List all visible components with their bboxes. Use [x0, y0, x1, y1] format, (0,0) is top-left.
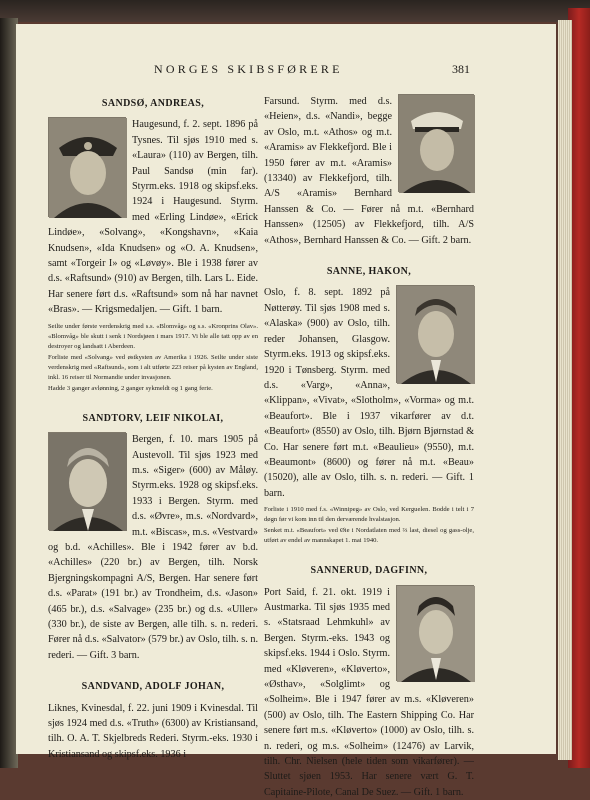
book-top-edge: [0, 0, 590, 22]
note-paragraph: Hadde 3 ganger avlønning, 2 ganger sykmeldt og 1 gang ferie.: [48, 384, 213, 392]
entry-sandtorv: [48, 432, 258, 663]
book-page: [16, 24, 556, 798]
entry-notes: [48, 322, 258, 394]
entry-body: Liknes, Kvinesdal, f. 22. juni 1909 i Kvinesdal. Til sjøs 1924 med d.s. «Truth» (6300) av Kristiansand, tilh. O. A. T. Skjelbreds Rederi. Styrm.-eks. 1930 i Kristiansand og skipsf.eks. 1936 i: [48, 702, 258, 760]
page-number: 381: [452, 62, 470, 76]
entry-body: Oslo, f. 8. sept. 1892 på Nøtterøy. Til sjøs 1908 med s. «Alaska» (900) av Oslo, tilh. reder Johansen, Glasgow. Styrm.eks. 1913 og skipsf.eks. 1920 i Tønsberg. Styrm. med d.s. «Varg», «Anna», «Klippan», «Vivat», «Slotholm», «Vorma» og m.t. «Beaufort». Ble i 1937 vikarfører av d.t. «Beaufort» (8550) av Oslo, tilh. Bjørn Bjørnstad & Co. Har senere ført m.t. «Beaulieu» (9550), m.t. «Beaumont» (8600) og fører nå m.t. «Beau» (15020), alle av Oslo, tilh. s. n. rederi. — Gift. 1 barn.: [264, 287, 474, 499]
entry-sandso: [48, 117, 258, 317]
right-column: [264, 94, 474, 800]
portrait-photo: [398, 94, 474, 192]
note-paragraph: Forliste i 1910 med f.s. «Winnipeg» av Oslo, ved Kerguelen. Bodde i telt i 7 døgn før vi kom inn til den derværende hvalstasjon.: [264, 506, 474, 524]
page-stack-edge: [558, 20, 572, 760]
page-header: [16, 62, 556, 80]
note-paragraph: Forliste med «Solvang» ved østkysten av Amerika i 1926. Seilte under siste verdenskrig med «Raftsund», som i alt utførte 223 reiser på kysten av England, inkl. 16 reiser til Normandie under invasjonen.: [48, 353, 258, 381]
entry-sandvand-continued: [264, 94, 474, 248]
entry-name: SANDSØ, ANDREAS,: [101, 98, 205, 109]
running-title: NORGES SKIBSFØRERE: [154, 62, 343, 76]
portrait-photo: [396, 585, 474, 681]
note-paragraph: Seilte under første verdenskrig med s.s. «Blomvåg» og s.s. «Kronprins Olav». «Blomvåg» ble skutt i senk i Nordsjøen i mars 1917. Vi ble alle tatt opp av en destroyer og landsatt i Aberdeen.: [48, 322, 258, 350]
note-paragraph: Senket m.t. «Beaufort» ved Øie i Nordatlaten med ⅔ last, diesel og gass-olje, utført av endel av mannskapet 1. mai 1940.: [264, 527, 474, 545]
entry-name: SANDVAND, ADOLF JOHAN,: [81, 681, 225, 693]
portrait-photo: [396, 285, 474, 383]
portrait-photo: [48, 432, 126, 530]
entry-sandvand: [48, 701, 258, 763]
portrait-photo: [48, 117, 126, 217]
entry-body: Farsund. Styrm. med d.s. «Heien», d.s. «Nandi», begge av Oslo, m.t. «Athos» og m.t. «Aramis» av Flekkefjord. Ble i 1950 fører av m.t. «Aramis» (13340) av Flekkefjord, tilh. A/S «Aramis» Bernhard Hanssen & Co. — Fører nå m.t. «Bernhard Hanssen» (12505) av Flekkefjord, tilh. A/S «Athos», Bernhard Hanssen & Co. — Gift. 2 barn.: [264, 96, 474, 246]
entry-sanne: [264, 285, 474, 501]
entry-body: Bergen, f. 10. mars 1905 på Austevoll. Til sjøs 1923 med m.s. «Siger» (600) av Måløy. Styrm.eks. 1928 og skipsf.eks. 1933 i Bergen. Styrm. med d.s. «Øvre», m.s. «Nordvard», m.t. «Biscas», m.s. «Vestvard» og b.d. «Achilles». Ble i 1942 fører av b.d. «Achilles» (220 br.) av Bergen, tilh. Norsk Bjergningskompagni A/S, Bergen. Har senere ført d.s. «Parat» (191 br.) av Trondheim, d.s. «Jason» (465 br.), d.s. «Salvage» (235 br.) og d.s. «Uller» (330 br.), de siste av Bergen, alle tilh. s. n. rederi. Fører nå d.s. «Salvator» (579 br.) av Oslo, tilh. s. n. rederi. — Gift. 3 barn.: [48, 434, 258, 661]
entry-name: SANNERUD, DAGFINN,: [310, 565, 428, 577]
entry-sannerud: [264, 585, 474, 800]
entry-body: Haugesund, f. 2. sept. 1896 på Tysnes. Til sjøs 1910 med s. «Laura» (110) av Bergen, tilh. Paul Sandsø (min far). Styrm.eks. 1918 og skipsf.eks. 1924 i Haugesund. Styrm. med «Erling Lindøe», «Erick Lindøe», «Solvang», «Kongshavn», «Kaia Knudsen», «Ida Knudsen» og «O. A. Knudsen», samt «Torgeir I» og «Løvøy». Ble i 1938 fører av d.s. «Raftsund» (910) av Bergen, tilh. Lars L. Eide. Har senere ført d.s. «Raftsund» som nå har navnet «Bras». — Krigsmedaljen. — Gift. 1 barn.: [48, 119, 258, 316]
entry-name: SANDTORV, LEIF NIKOLAI,: [82, 412, 224, 424]
entry-name: SANNE, HAKON,: [326, 266, 412, 278]
entry-notes: [264, 505, 474, 546]
left-column: [48, 94, 258, 762]
entry-body: Port Said, f. 21. okt. 1919 i Austmarka. Til sjøs 1935 med s. «Statsraad Lehmkuhl» av Bergen. Styrm.-eks. 1943 og skipsf.eks. 1944 i Oslo. Styrm. med «Kløveren», «Kløverto», «Østhav», «Solglimt» og «Solheim». Ble i 1947 fører av m.s. «Kløveren» (500) av Oslo, tilh. The Eastern Shipping Co. Har senere ført m.s. «Kløverto» (1000) av Oslo, tilh. s. n. rederi, og m.s. «Solheim» (12476) av Larvik, tilh. Chr. Nielsen (hele tiden som vikarfører). — Sluttet sjøen 1953. Har senere vært G. T. Capitaine-Pilote, Canal De Suez. — Gift. 1 barn.: [264, 586, 474, 798]
